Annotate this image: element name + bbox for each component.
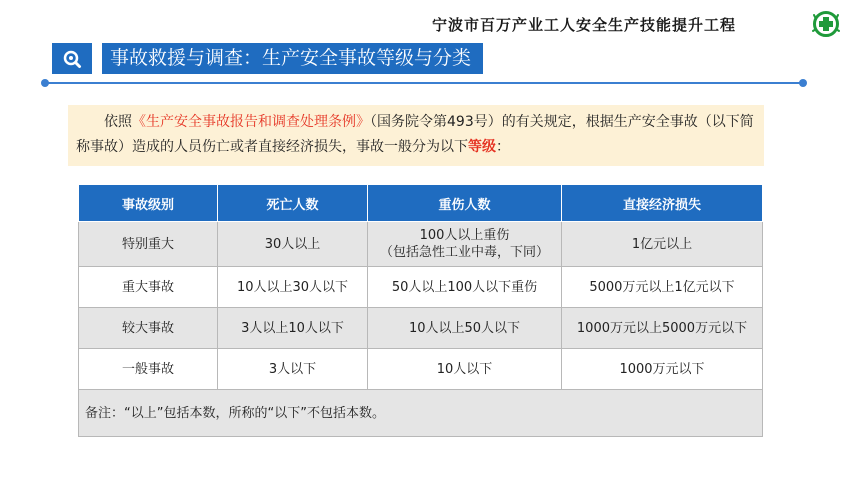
header-loss: 直接经济损失 — [562, 185, 763, 222]
cell-level: 特别重大 — [79, 222, 218, 267]
divider-dot-left — [41, 79, 49, 87]
table-row — [79, 349, 763, 390]
accident-grade-table — [78, 184, 763, 437]
header-injuries: 重伤人数 — [368, 185, 562, 222]
table-note-row — [79, 390, 763, 437]
brand-name: 宁波市百万产业工人安全生产技能提升工程 — [432, 16, 737, 34]
cell-injuries: 50人以上100人以下重伤 — [368, 267, 562, 308]
cell-loss: 1亿元以上 — [562, 222, 763, 267]
section-title-bar — [52, 43, 483, 74]
table-header-row — [79, 185, 763, 222]
cell-injuries: 10人以上50人以下 — [368, 308, 562, 349]
cell-level: 一般事故 — [79, 349, 218, 390]
cell-loss: 5000万元以上1亿元以下 — [562, 267, 763, 308]
cell-deaths: 10人以上30人以下 — [218, 267, 368, 308]
title-icon-box — [52, 43, 92, 74]
cell-loss: 1000万元以上5000万元以下 — [562, 308, 763, 349]
table-row — [79, 267, 763, 308]
cell-deaths: 3人以下 — [218, 349, 368, 390]
safety-cross-logo-icon — [812, 10, 840, 38]
table-row — [79, 308, 763, 349]
page-title: 事故救援与调查：生产安全事故等级与分类 — [102, 43, 483, 74]
cell-level: 重大事故 — [79, 267, 218, 308]
cell-deaths: 3人以上10人以下 — [218, 308, 368, 349]
header-deaths: 死亡人数 — [218, 185, 368, 222]
table-note: 备注：“以上”包括本数，所称的“以下”不包括本数。 — [79, 390, 763, 437]
intro-paragraph — [68, 105, 764, 166]
regulation-link: 《生产安全事故报告和调查处理条例》 — [132, 114, 370, 130]
cell-level: 较大事故 — [79, 308, 218, 349]
cell-loss: 1000万元以下 — [562, 349, 763, 390]
search-icon — [62, 49, 82, 69]
intro-text-2: （国务院令第493号）的有关规定，根据生产安全事故（以下简称事故）造成的人员伤亡或者直接经济损失，事故一般分为以下 — [76, 114, 754, 155]
cell-injuries-note: （包括急性工业中毒，下同） — [379, 245, 549, 260]
header-level: 事故级别 — [79, 185, 218, 222]
table-row — [79, 222, 763, 267]
intro-text-1: 依照 — [104, 114, 132, 130]
cell-injuries — [368, 222, 562, 267]
title-divider — [45, 82, 803, 84]
cell-deaths: 30人以上 — [218, 222, 368, 267]
divider-dot-right — [799, 79, 807, 87]
cell-injuries: 10人以下 — [368, 349, 562, 390]
cell-injuries-main: 100人以上重伤 — [419, 228, 510, 243]
intro-highlight: 等级 — [468, 139, 496, 155]
intro-text-3: ： — [496, 139, 510, 155]
